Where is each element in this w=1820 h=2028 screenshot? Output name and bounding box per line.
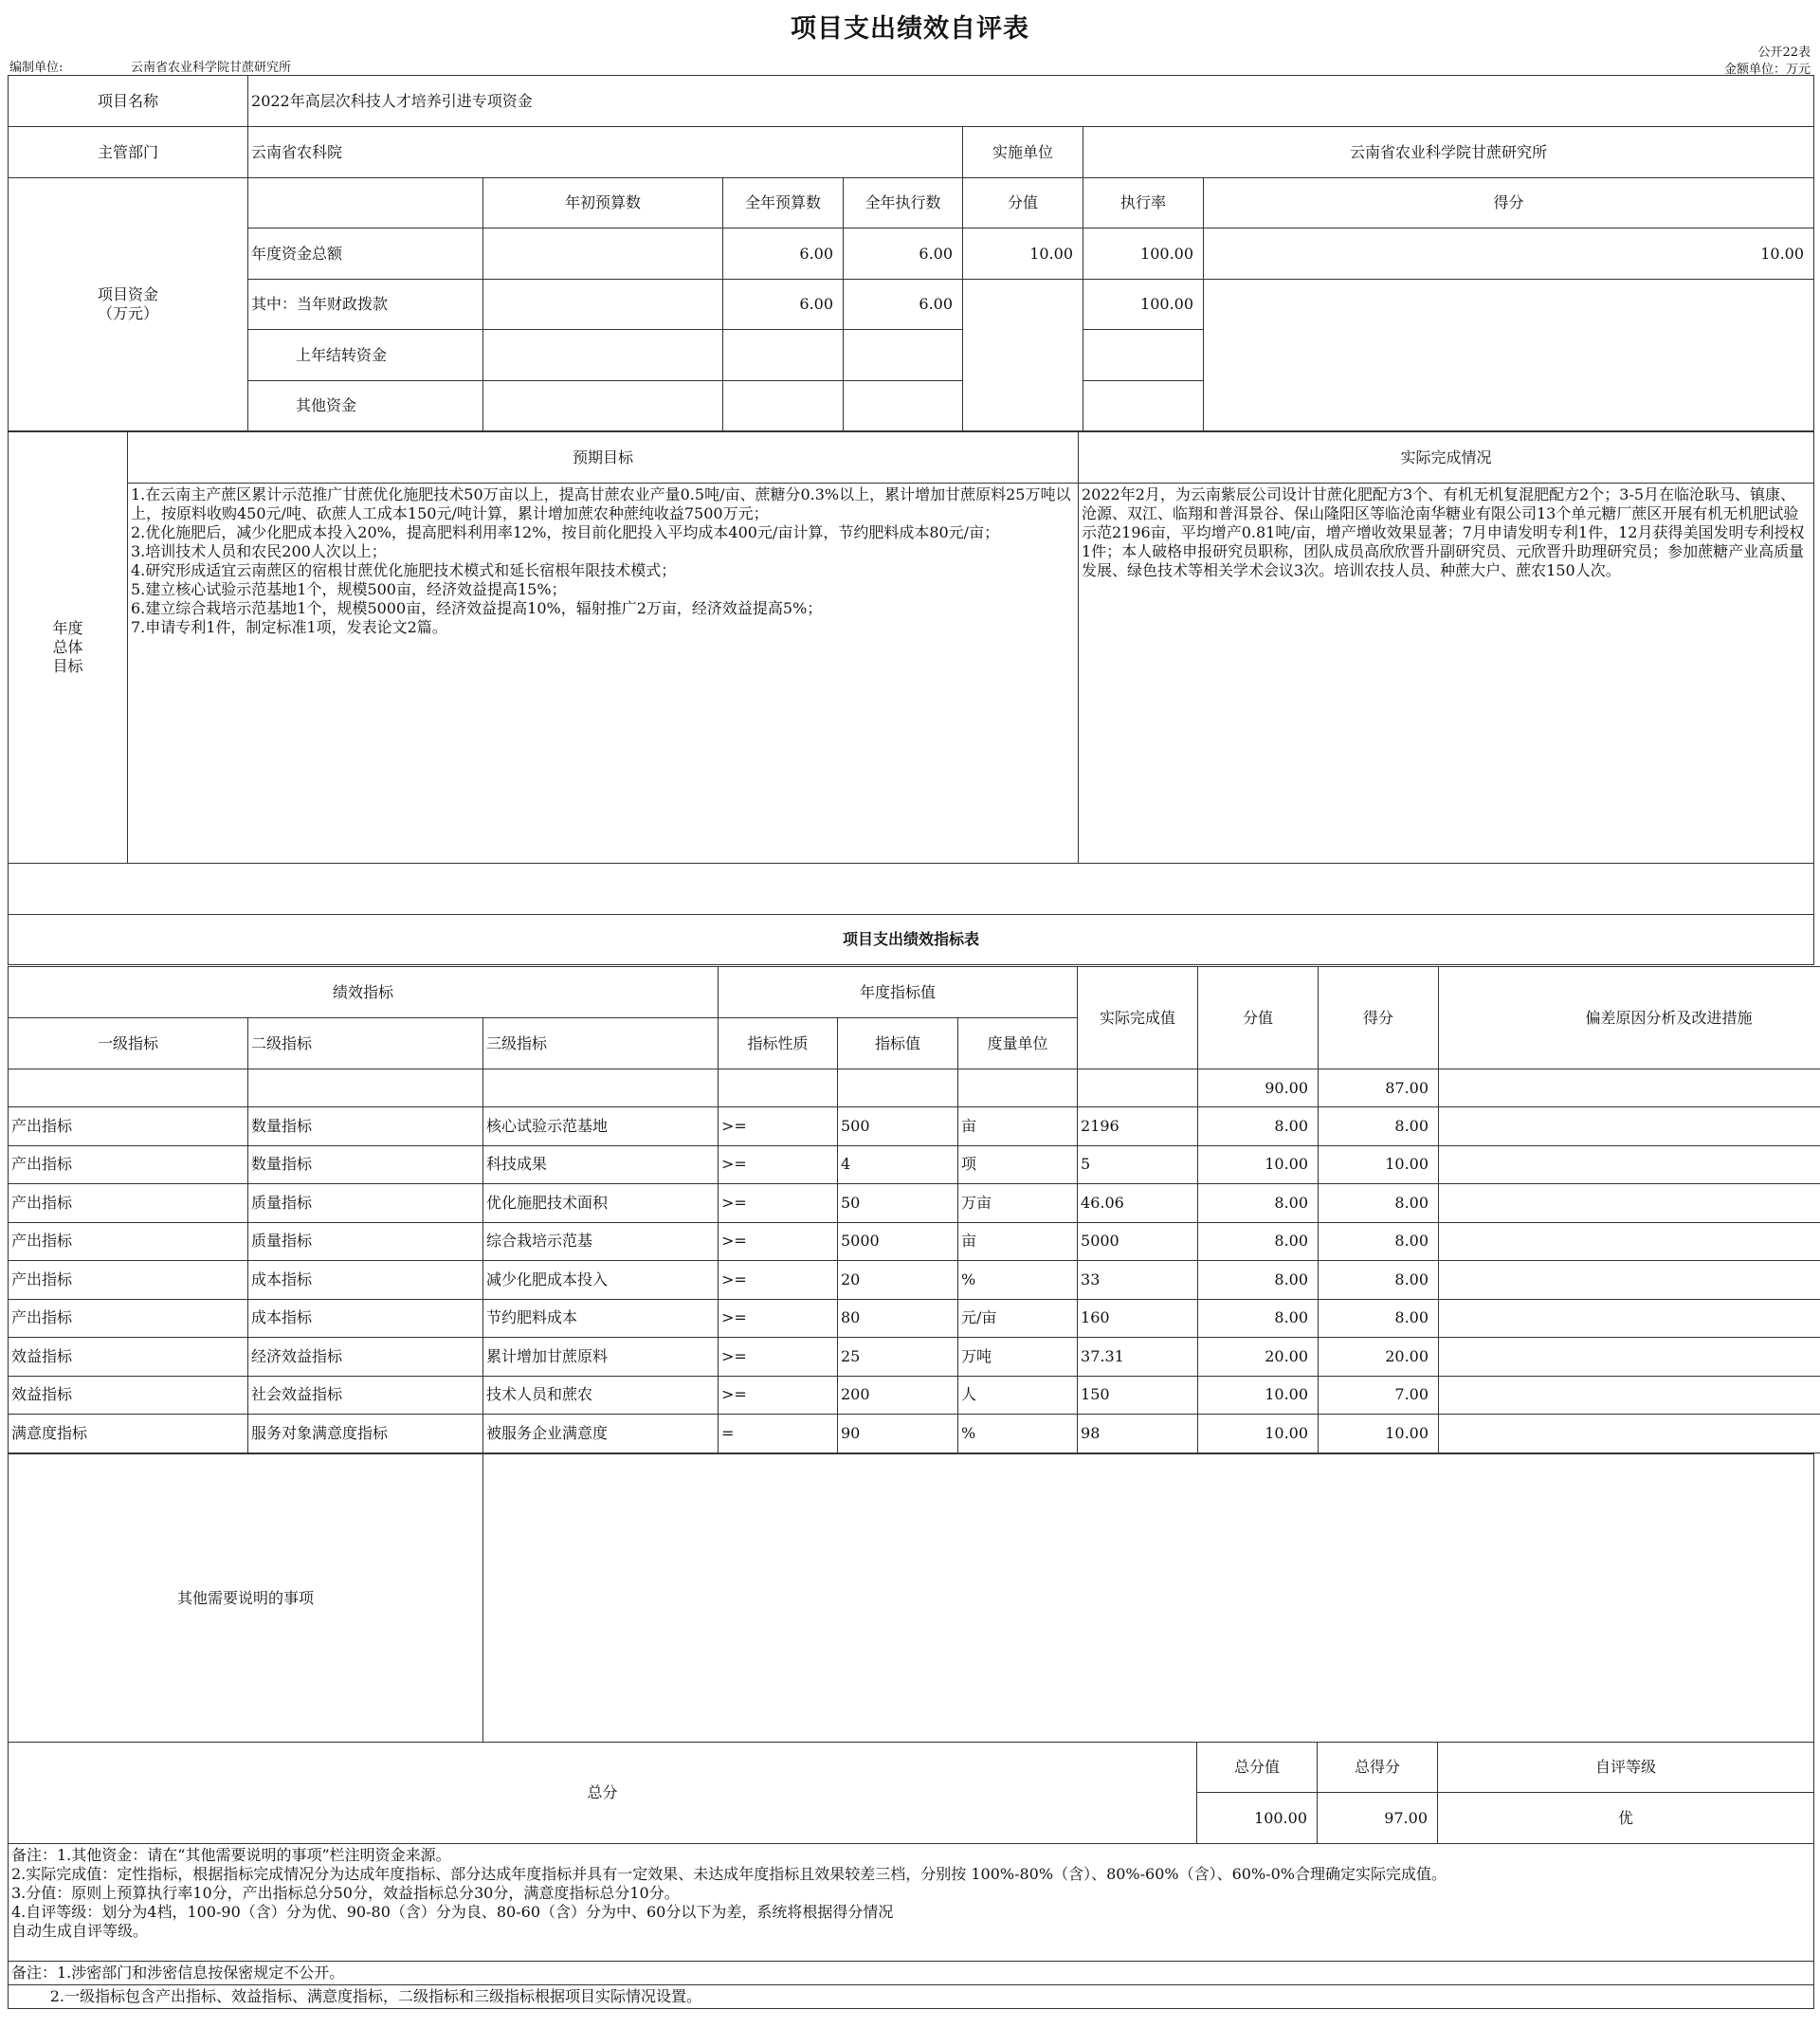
deviation-header: 偏差原因分析及改进措施 <box>1439 967 1820 1069</box>
indicator-score-value: 10.00 <box>1198 1376 1319 1415</box>
indicator-deviation <box>1439 1107 1820 1146</box>
funds-row-rate <box>1083 330 1204 381</box>
funds-row-initial <box>483 381 723 431</box>
funds-row-annual: 6.00 <box>723 228 844 280</box>
indicator-note: 2.一级指标包含产出指标、效益指标、满意度指标，二级指标和三级指标根据项目实际情况设置。 <box>9 1985 1814 2009</box>
dept-value: 云南省农科院 <box>248 127 963 178</box>
funds-row-annual <box>723 330 844 381</box>
indicator-level2: 社会效益指标 <box>248 1376 483 1415</box>
funds-header-score-value: 分值 <box>963 178 1083 228</box>
indicator-actual: 46.06 <box>1078 1184 1198 1223</box>
project-name-label: 项目名称 <box>9 76 248 127</box>
indicator-score: 20.00 <box>1319 1338 1439 1377</box>
indicator-level2: 质量指标 <box>248 1184 483 1223</box>
indicator-level1: 产出指标 <box>9 1107 248 1146</box>
funds-row-rate: 100.00 <box>1083 280 1204 330</box>
indicator-level1: 满意度指标 <box>9 1415 248 1453</box>
org-value: 云南省农业科学院甘蔗研究所 <box>131 61 292 75</box>
funds-row-initial <box>483 330 723 381</box>
indicator-score: 10.00 <box>1319 1145 1439 1184</box>
indicator-level3: 技术人员和蔗农 <box>483 1376 719 1415</box>
indicator-nature: >= <box>719 1184 838 1223</box>
grade-header: 自评等级 <box>1438 1743 1814 1793</box>
indicator-score-value: 8.00 <box>1198 1299 1319 1338</box>
funds-row-name: 其中：当年财政拨款 <box>248 280 483 330</box>
dept-label: 主管部门 <box>9 127 248 178</box>
indicator-table <box>8 966 1820 1453</box>
indicator-row <box>9 1107 1820 1146</box>
blank-spacer-row <box>9 864 1814 915</box>
indicator-nature: >= <box>719 1145 838 1184</box>
funds-row-name: 其他资金 <box>248 381 483 431</box>
funds-row-name: 年度资金总额 <box>248 228 483 280</box>
indicator-score: 8.00 <box>1319 1107 1439 1146</box>
indicator-deviation <box>1439 1415 1820 1453</box>
indicator-score-value: 10.00 <box>1198 1145 1319 1184</box>
indicator-unit: 万亩 <box>958 1184 1078 1223</box>
indicator-value: 20 <box>838 1261 958 1300</box>
indicator-nature: >= <box>719 1261 838 1300</box>
indicator-score-value: 8.00 <box>1198 1107 1319 1146</box>
indicator-score: 8.00 <box>1319 1261 1439 1300</box>
total-score: 97.00 <box>1318 1793 1438 1844</box>
indicator-level1: 效益指标 <box>9 1338 248 1377</box>
indicator-level2: 数量指标 <box>248 1107 483 1146</box>
year-indicator-header: 年度指标值 <box>719 967 1078 1018</box>
total-value-header: 总分值 <box>1197 1743 1318 1793</box>
indicator-score-value: 8.00 <box>1198 1261 1319 1300</box>
total-label: 总分 <box>9 1743 1197 1844</box>
indicator-row <box>9 1184 1820 1223</box>
subtotal-score: 87.00 <box>1319 1069 1439 1107</box>
project-name-value: 2022年高层次科技人才培养引进专项资金 <box>248 76 1814 127</box>
confidential-note: 备注：1.涉密部门和涉密信息按保密规定不公开。 <box>9 1962 1814 1985</box>
indicator-level2: 成本指标 <box>248 1261 483 1300</box>
funds-header-score: 得分 <box>1204 178 1814 228</box>
indicator-level1: 产出指标 <box>9 1184 248 1223</box>
funds-row-initial <box>483 280 723 330</box>
indicator-level1: 产出指标 <box>9 1261 248 1300</box>
indicator-unit: 人 <box>958 1376 1078 1415</box>
indicator-actual: 33 <box>1078 1261 1198 1300</box>
indicator-level1: 效益指标 <box>9 1376 248 1415</box>
indicator-unit: 万吨 <box>958 1338 1078 1377</box>
indicator-level2: 经济效益指标 <box>248 1338 483 1377</box>
funds-row-name: 上年结转资金 <box>248 330 483 381</box>
indicator-score: 8.00 <box>1319 1184 1439 1223</box>
score-header: 得分 <box>1319 967 1439 1069</box>
indicator-value: 25 <box>838 1338 958 1377</box>
indicator-value: 5000 <box>838 1222 958 1261</box>
indicator-level2: 服务对象满意度指标 <box>248 1415 483 1453</box>
total-score-header: 总得分 <box>1318 1743 1438 1793</box>
indicator-level1: 产出指标 <box>9 1145 248 1184</box>
indicator-score: 8.00 <box>1319 1299 1439 1338</box>
indicator-level3: 减少化肥成本投入 <box>483 1261 719 1300</box>
self-evaluation-table <box>8 75 1814 431</box>
indicator-value: 500 <box>838 1107 958 1146</box>
other-matters-value <box>483 1454 1814 1743</box>
funds-score-blank <box>1204 280 1814 431</box>
funds-header-rate: 执行率 <box>1083 178 1204 228</box>
total-value: 100.00 <box>1197 1793 1318 1844</box>
indicator-value: 80 <box>838 1299 958 1338</box>
indicator-score-value: 8.00 <box>1198 1222 1319 1261</box>
indicator-deviation <box>1439 1261 1820 1300</box>
funds-row-executed <box>844 381 963 431</box>
impl-value: 云南省农业科学院甘蔗研究所 <box>1083 127 1814 178</box>
org-label: 编制单位: <box>9 61 64 75</box>
indicator-row <box>9 1299 1820 1338</box>
amount-unit: 金额单位：万元 <box>1723 63 1811 77</box>
indicator-deviation <box>1439 1376 1820 1415</box>
indicator-level3: 核心试验示范基地 <box>483 1107 719 1146</box>
perf-indicator-header: 绩效指标 <box>9 967 719 1018</box>
indicator-level3: 节约肥料成本 <box>483 1299 719 1338</box>
indicator-actual: 150 <box>1078 1376 1198 1415</box>
level2-header: 二级指标 <box>248 1018 483 1069</box>
indicator-score-value: 20.00 <box>1198 1338 1319 1377</box>
indicator-unit: 亩 <box>958 1107 1078 1146</box>
indicator-level3: 科技成果 <box>483 1145 719 1184</box>
indicator-actual: 5000 <box>1078 1222 1198 1261</box>
actual-value-header: 实际完成值 <box>1078 967 1198 1069</box>
funds-header-blank <box>248 178 483 228</box>
indicator-level2: 数量指标 <box>248 1145 483 1184</box>
funds-row-rate: 100.00 <box>1083 228 1204 280</box>
funds-score-value-blank <box>963 280 1083 431</box>
indicator-score: 8.00 <box>1319 1222 1439 1261</box>
indicator-row <box>9 1222 1820 1261</box>
level3-header: 三级指标 <box>483 1018 719 1069</box>
self-grade: 优 <box>1438 1793 1814 1844</box>
indicator-unit: 亩 <box>958 1222 1078 1261</box>
indicator-unit: 项 <box>958 1145 1078 1184</box>
indicator-score: 10.00 <box>1319 1415 1439 1453</box>
indicator-deviation <box>1439 1145 1820 1184</box>
funds-row-initial <box>483 228 723 280</box>
funds-header-executed: 全年执行数 <box>844 178 963 228</box>
indicator-actual: 5 <box>1078 1145 1198 1184</box>
funds-row-executed <box>844 330 963 381</box>
indicator-level3: 优化施肥技术面积 <box>483 1184 719 1223</box>
expected-goal-header: 预期目标 <box>128 432 1079 484</box>
impl-label: 实施单位 <box>963 127 1083 178</box>
goals-label: 年度 总体 目标 <box>9 432 128 864</box>
nature-header: 指标性质 <box>719 1018 838 1069</box>
indicator-row <box>9 1376 1820 1415</box>
indicator-actual: 160 <box>1078 1299 1198 1338</box>
expected-goal-text: 1.在云南主产蔗区累计示范推广甘蔗优化施肥技术50万亩以上，提高甘蔗农业产量0.5吨/亩、蔗糖分0.3%以上，累计增加甘蔗原料25万吨以上，按原料收购450元/吨、砍蔗人工成本150元/吨计算，累计增加蔗农种蔗纯收益7500万元； 2.优化施肥后，减少化肥成本投入20%，提高肥料利用率12%，按目前化肥投入平均成本400元/亩计算，节约肥料成本80元/亩； 3.培训技术人员和农民200人次以上； 4.研究形成适宜云南蔗区的宿根甘蔗优化施肥技术模式和延长宿根年限技术模式； 5.建立核心试验示范基地1个，规模500亩，经济效益提高15%； 6.建立综合栽培示范基地1个，规模5000亩，经济效益提高10%，辐射推广2万亩，经济效益提高5%； 7.申请专利1件，制定标准1项，发表论文2篇。 <box>128 484 1079 864</box>
indicator-unit: 元/亩 <box>958 1299 1078 1338</box>
indicator-score: 7.00 <box>1319 1376 1439 1415</box>
indicator-deviation <box>1439 1184 1820 1223</box>
unit-header: 度量单位 <box>958 1018 1078 1069</box>
indicator-unit: % <box>958 1415 1078 1453</box>
indicator-table-title: 项目支出绩效指标表 <box>9 915 1814 965</box>
funds-row-score: 10.00 <box>1204 228 1814 280</box>
indicator-row <box>9 1338 1820 1377</box>
notes-block: 备注：1.其他资金：请在“其他需要说明的事项”栏注明资金来源。 2.实际完成值：定性指标，根据指标完成情况分为达成年度指标、部分达成年度指标并具有一定效果、未达成年度指标且效果较差三档，分别按 100%-80%（含）、80%-60%（含）、60%-0%合理确定实际完成值。 3.分值：原则上预算执行率10分，产出指标总分50分，效益指标总分30分，满意度指标总分10分。 4.自评等级：划分为4档，100-90（含）分为优、90-80（含）分为良、80-60（含）分为中、60分以下为差，系统将根据得分情况 自动生成自评等级。 <box>9 1844 1814 1962</box>
indicator-nature: >= <box>719 1222 838 1261</box>
indicator-unit: % <box>958 1261 1078 1300</box>
indicator-deviation <box>1439 1338 1820 1377</box>
indicator-actual: 2196 <box>1078 1107 1198 1146</box>
indicator-nature: >= <box>719 1338 838 1377</box>
indicator-level3: 累计增加甘蔗原料 <box>483 1338 719 1377</box>
indicator-deviation <box>1439 1222 1820 1261</box>
score-value-header: 分值 <box>1198 967 1319 1069</box>
indicator-level1: 产出指标 <box>9 1222 248 1261</box>
other-matters-label: 其他需要说明的事项 <box>9 1454 483 1743</box>
indicator-level3: 被服务企业满意度 <box>483 1415 719 1453</box>
indicator-level1: 产出指标 <box>9 1299 248 1338</box>
summary-table <box>8 1453 1814 2009</box>
subtotal-score-value: 90.00 <box>1198 1069 1319 1107</box>
indicator-row <box>9 1261 1820 1300</box>
indicator-nature: >= <box>719 1107 838 1146</box>
indicator-score-value: 8.00 <box>1198 1184 1319 1223</box>
indicator-nature: >= <box>719 1299 838 1338</box>
funds-row-executed: 6.00 <box>844 228 963 280</box>
funds-row-rate <box>1083 381 1204 431</box>
page-title: 项目支出绩效自评表 <box>791 14 1029 44</box>
indicator-nature: >= <box>719 1376 838 1415</box>
indicator-deviation <box>1439 1299 1820 1338</box>
funds-row-annual: 6.00 <box>723 280 844 330</box>
indicator-nature: = <box>719 1415 838 1453</box>
form-number: 公开22表 <box>1757 46 1811 60</box>
actual-completion-header: 实际完成情况 <box>1079 432 1814 484</box>
funds-label: 项目资金 （万元） <box>9 178 248 431</box>
funds-row-score-value: 10.00 <box>963 228 1083 280</box>
indicator-value: 200 <box>838 1376 958 1415</box>
funds-row-executed: 6.00 <box>844 280 963 330</box>
goals-table <box>8 431 1814 965</box>
indicator-level2: 质量指标 <box>248 1222 483 1261</box>
level1-header: 一级指标 <box>9 1018 248 1069</box>
indicator-row <box>9 1145 1820 1184</box>
indicator-value: 4 <box>838 1145 958 1184</box>
indicator-actual: 37.31 <box>1078 1338 1198 1377</box>
indicator-level2: 成本指标 <box>248 1299 483 1338</box>
indicator-actual: 98 <box>1078 1415 1198 1453</box>
indicator-row <box>9 1415 1820 1453</box>
indicator-value: 90 <box>838 1415 958 1453</box>
funds-header-annual: 全年预算数 <box>723 178 844 228</box>
indicator-value: 50 <box>838 1184 958 1223</box>
indicator-level3: 综合栽培示范基 <box>483 1222 719 1261</box>
value-header: 指标值 <box>838 1018 958 1069</box>
funds-row-annual <box>723 381 844 431</box>
funds-header-initial: 年初预算数 <box>483 178 723 228</box>
actual-completion-text: 2022年2月，为云南紫辰公司设计甘蔗化肥配方3个、有机无机复混肥配方2个；3-5月在临沧耿马、镇康、沧源、双江、临翔和普洱景谷、保山隆阳区等临沧南华糖业有限公司13个单元糖厂蔗区开展有机无机肥试验示范2196亩，平均增产0.81吨/亩，增产增收效果显著；7月申请发明专利1件，12月获得美国发明专利授权1件；本人破格申报研究员职称，团队成员高欣欣晋升副研究员、元欣晋升助理研究员；参加蔗糖产业高质量发展、绿色技术等相关学术会议3次。培训农技人员、种蔗大户、蔗农150人次。 <box>1079 484 1814 864</box>
indicator-score-value: 10.00 <box>1198 1415 1319 1453</box>
